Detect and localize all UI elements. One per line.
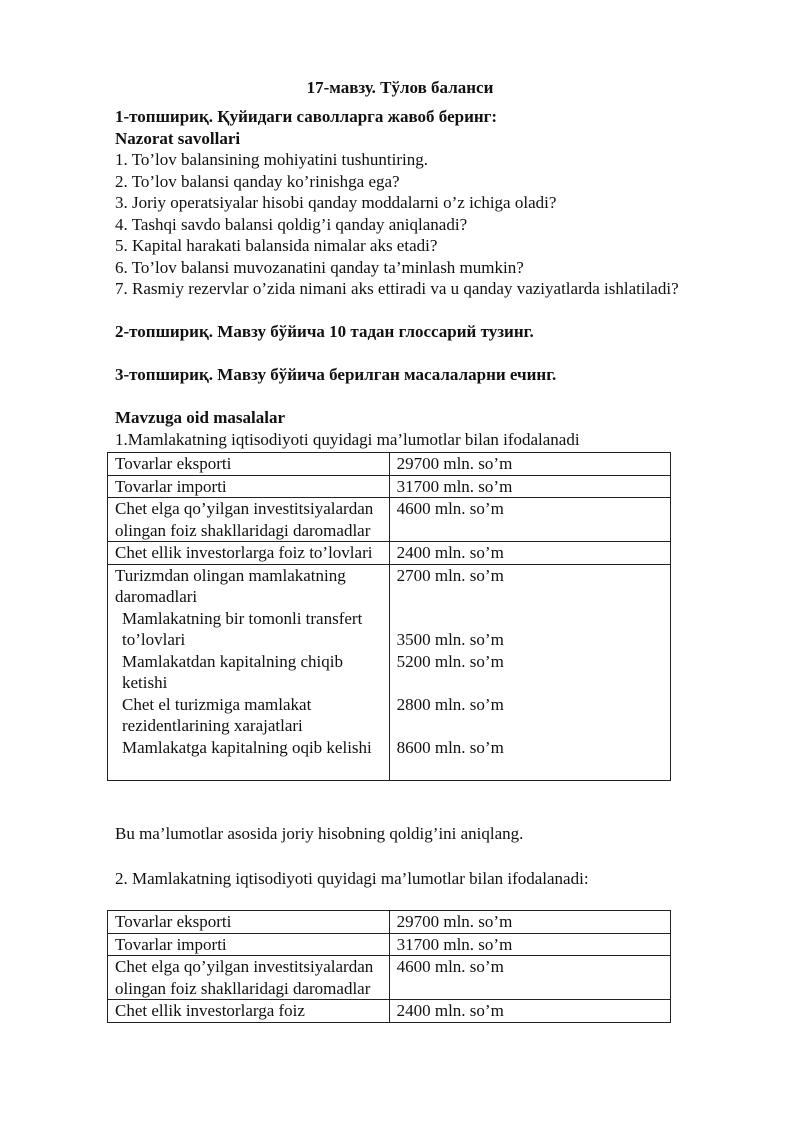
table-cell-value: 29700 mln. so’m [389, 453, 670, 476]
table-row [108, 911, 671, 934]
table-cell-label: Tovarlar eksporti [108, 911, 390, 934]
problem1-question: Bu ma’lumotlar asosida joriy hisobning qoldig’ini aniqlang. [115, 824, 524, 843]
table-cell-label: Mamlakatga kapitalning oqib kelishi [122, 737, 372, 757]
question-item: 1. To’lov balansining mohiyatini tushuntiring. [115, 150, 428, 169]
table-cell-label: Chet ellik investorlarga foiz to’lovlari [108, 542, 390, 565]
problems-heading: Mavzuga oid masalalar [115, 408, 285, 427]
table-cell-value: 2400 mln. so’m [389, 542, 670, 565]
table-cell-value: 4600 mln. so’m [389, 956, 670, 1000]
table-row [108, 933, 671, 956]
table-cell-label: Chet elga qo’yilgan investitsiyalardan olingan foiz shakllaridagi daromadlar [108, 956, 390, 1000]
table-cell-value: 8600 mln. so’m [396, 737, 504, 757]
table-cell-value: 31700 mln. so’m [389, 475, 670, 498]
question-item: 7. Rasmiy rezervlar o’zida nimani aks ettiradi va u qanday vaziyatlarda ishlatiladi? [115, 279, 679, 298]
table-cell-value-group [389, 564, 670, 780]
table-cell-value: 2400 mln. so’m [389, 1000, 670, 1023]
question-item: 6. To’lov balansi muvozanatini qanday ta’minlash mumkin? [115, 257, 524, 277]
problem2-intro: 2. Mamlakatning iqtisodiyoti quyidagi ma’lumotlar bilan ifodalanadi: [115, 869, 589, 888]
task3-heading: 3-топшириқ. Мавзу бўйича берилган масалаларни ечинг. [115, 365, 557, 384]
control-questions-heading: Nazorat savollari [115, 128, 241, 148]
table-row-merged [108, 564, 671, 780]
question-item: 3. Joriy operatsiyalar hisobi qanday moddalarni o’z ichiga oladi? [115, 193, 557, 212]
problem2-table [107, 910, 671, 1023]
table-row [108, 542, 671, 565]
document-body [115, 106, 765, 450]
table-row [108, 498, 671, 542]
table-cell-value: 4600 mln. so’m [389, 498, 670, 542]
table-cell-label: Tovarlar importi [108, 933, 390, 956]
page-title: 17-мавзу. Тўлов баланси [306, 78, 494, 97]
table-cell-value: 2700 mln. so’m [396, 565, 504, 585]
problem1-intro: 1.Mamlakatning iqtisodiyoti quyidagi ma’lumotlar bilan ifodalanadi [115, 429, 580, 449]
table-row [108, 1000, 671, 1023]
table-cell-label: Chet el turizmiga mamlakat rezidentlarining xarajatlari [122, 694, 312, 735]
task2-heading: 2-топшириқ. Мавзу бўйича 10 тадан глоссарий тузинг. [115, 322, 534, 341]
task1-heading: 1-топшириқ. Қуйидаги саволларга жавоб беринг: [115, 107, 498, 126]
table-cell-value: 3500 mln. so’m [396, 630, 504, 649]
table-row [108, 475, 671, 498]
table-row [108, 453, 671, 476]
question-item: 5. Kapital harakati balansida nimalar aks etadi? [115, 236, 438, 255]
table-cell-value: 2800 mln. so’m [396, 694, 504, 714]
table-cell-value: 5200 mln. so’m [396, 651, 504, 671]
question-item: 2. To’lov balansi qanday ko’rinishga ega? [115, 171, 400, 191]
question-list [115, 149, 765, 300]
table-cell-label: Tovarlar eksporti [108, 453, 390, 476]
table-cell-label: Mamlakatning bir tomonli transfert to’lovlari [122, 608, 363, 649]
table-cell-label: Chet elga qo’yilgan investitsiyalardan olingan foiz shakllaridagi daromadlar [108, 498, 390, 542]
table-cell-label: Mamlakatdan kapitalning chiqib ketishi [122, 651, 343, 692]
table-cell-value: 31700 mln. so’m [389, 933, 670, 956]
problem1-table [107, 452, 671, 781]
table-cell-label: Chet ellik investorlarga foiz [108, 1000, 390, 1023]
table-cell-label-group [108, 564, 390, 780]
table-cell-label: Turizmdan olingan mamlakatning daromadlari [115, 565, 346, 606]
question-item: 4. Tashqi savdo balansi qoldig’i qanday aniqlanadi? [115, 214, 468, 234]
table-cell-value: 29700 mln. so’m [389, 911, 670, 934]
table-cell-label: Tovarlar importi [108, 475, 390, 498]
table-row [108, 956, 671, 1000]
